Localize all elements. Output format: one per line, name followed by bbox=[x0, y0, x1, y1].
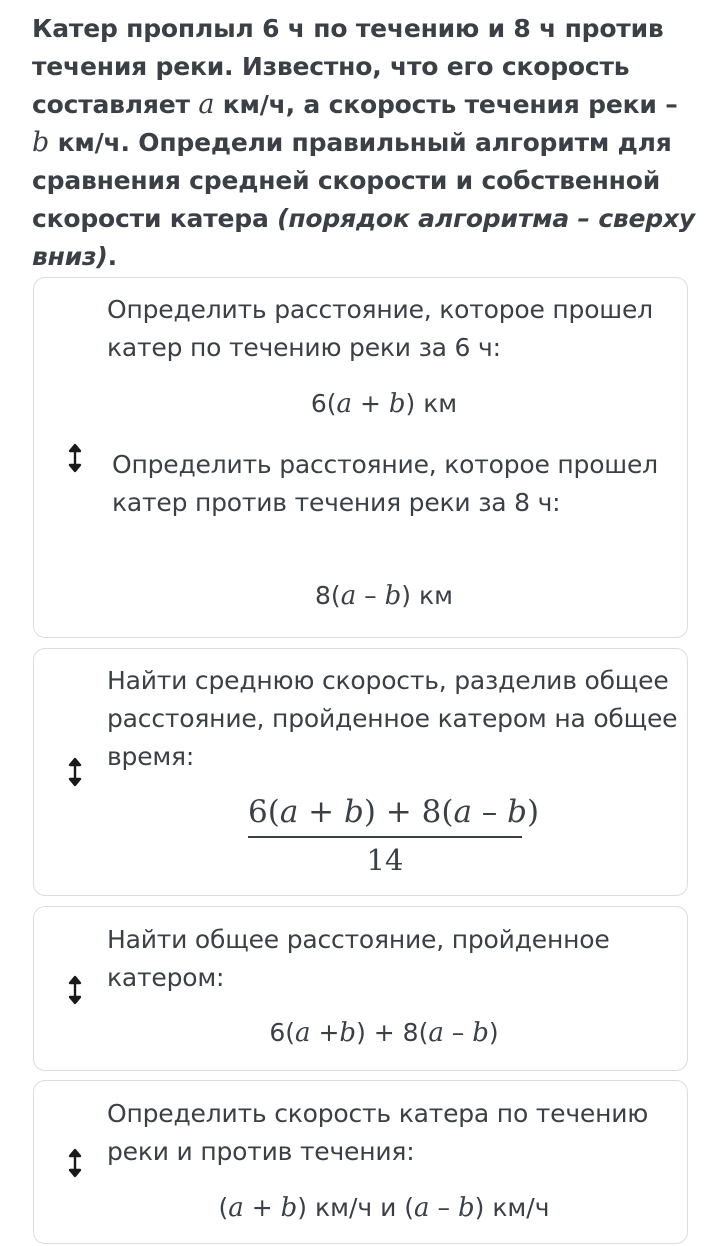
step-formula: 8(a – b) км bbox=[315, 581, 453, 611]
fraction-denominator: 14 bbox=[366, 843, 404, 877]
question-text: Катер проплыл 6 ч по течению и 8 ч против течения реки. Известно, что его скорость составляет a км/ч, а скорость течения реки – b км/ч. Определи правильный алгоритм для сравнения средней скорости и собственной скорости катера (порядок алгоритма – сверху вниз). bbox=[32, 14, 696, 271]
drag-handle-icon[interactable] bbox=[66, 975, 84, 1005]
drag-handle-icon[interactable] bbox=[66, 1148, 84, 1178]
step-formula: 6(a +b) + 8(a – b) bbox=[269, 1018, 499, 1048]
step-text: Определить скорость катера по течению реки и против течения: bbox=[107, 1099, 649, 1166]
step-formula: 6(a + b) км bbox=[310, 389, 458, 419]
fraction-numerator: 6(a + b) + 8(a – b) bbox=[248, 792, 522, 838]
step-text: Определить расстояние, которое прошел катер по течению реки за 6 ч: bbox=[107, 295, 653, 362]
step-text: Найти среднюю скорость, разделив общее расстояние, пройденное катером на общее время: bbox=[107, 666, 678, 771]
average-speed-fraction bbox=[248, 792, 540, 880]
step-text: Найти общее расстояние, пройденное катером: bbox=[107, 925, 610, 992]
drag-handle-icon[interactable] bbox=[66, 757, 84, 787]
order-hint: (порядок алгоритма – сверху вниз) bbox=[32, 204, 696, 271]
step-text: Определить расстояние, которое прошел катер против течения реки за 8 ч: bbox=[112, 450, 658, 517]
drag-handle-icon[interactable] bbox=[66, 443, 84, 473]
step-formula: (a + b) км/ч и (a – b) км/ч bbox=[218, 1193, 550, 1223]
